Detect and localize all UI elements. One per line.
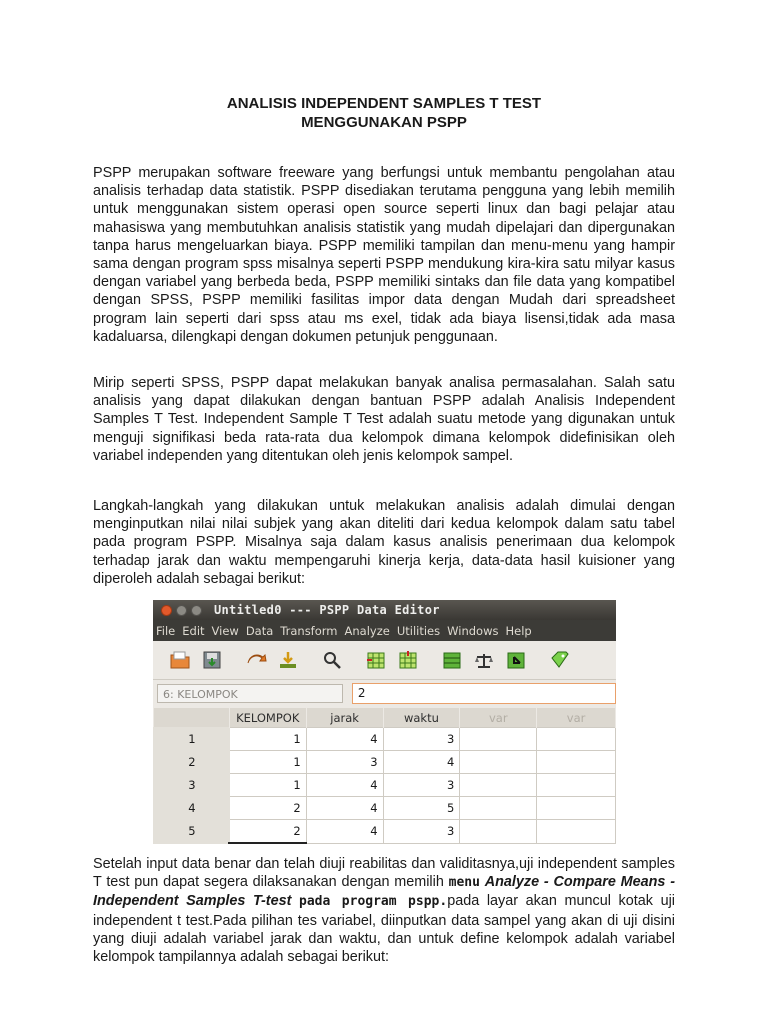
procedure-menu-path: Analyze - Compare Means - Independent Samples T-test bbox=[93, 874, 676, 910]
column-header-waktu[interactable]: waktu bbox=[383, 708, 460, 728]
insert-variable-icon[interactable] bbox=[397, 649, 419, 671]
cell-jarak[interactable]: 3 bbox=[306, 751, 383, 774]
cell-waktu[interactable]: 3 bbox=[383, 728, 460, 751]
menu-analyze[interactable]: Analyze bbox=[344, 623, 390, 638]
row-header[interactable]: 3 bbox=[154, 774, 230, 797]
cell-waktu[interactable]: 4 bbox=[383, 751, 460, 774]
menu-view[interactable]: View bbox=[211, 623, 239, 638]
cell-kelompok[interactable]: 1 bbox=[229, 751, 306, 774]
cell-jarak[interactable] bbox=[306, 843, 383, 844]
cell-value-input[interactable]: 2 bbox=[352, 683, 616, 704]
column-header-var[interactable]: var bbox=[537, 708, 616, 728]
paragraph-steps: Langkah-langkah yang dilakukan untuk melakukan analisis adalah dimulai dengan menginputkan nilai nilai subjek yang akan diteliti dari kedua kelompok dalam satu tabel pada program PSPP. Misalnya saja dalam kasus analisis penerimaan dua kelompok terhadap jarak dan waktu mempengaruhi kinerja kerja, data-data hasil kuisioner yang diperoleh adalah sebagai berikut: bbox=[93, 498, 675, 587]
table-row bbox=[154, 728, 616, 751]
toolbar bbox=[153, 641, 616, 680]
search-icon[interactable] bbox=[321, 649, 343, 671]
cell-jarak[interactable]: 4 bbox=[306, 728, 383, 751]
grid-header-row bbox=[154, 708, 616, 728]
procedure-menu-word: menu bbox=[448, 875, 480, 891]
menu-help[interactable]: Help bbox=[505, 623, 532, 638]
table-row bbox=[154, 820, 616, 844]
split-file-icon[interactable] bbox=[441, 649, 463, 671]
cell-jarak[interactable]: 4 bbox=[306, 820, 383, 844]
cell-empty[interactable] bbox=[460, 797, 537, 820]
paragraph-definition: Mirip seperti SPSS, PSPP dapat melakukan banyak analisa permasalahan. Salah satu analisis yang dapat dilakukan dengan bantuan PSPP adalah Analisis Independent Samples T Test. Independent Sample T Test adalah suatu metode yang digunakan untuk menguji signifikasi beda rata-rata dua kelompok dimana kelompok didefinisikan oleh variabel independen yang ditentukan oleh jenis kelompok sampel. bbox=[93, 375, 675, 464]
menu-file[interactable]: File bbox=[156, 623, 176, 638]
cell-waktu[interactable]: 3 bbox=[383, 774, 460, 797]
procedure-text-start: Setelah input data benar dan telah diuji reabilitas dan validitasnya,uji independent samples T test pun dapat segera dilaksanakan dengan memilih bbox=[93, 856, 675, 891]
column-header-jarak[interactable]: jarak bbox=[306, 708, 383, 728]
insert-case-icon[interactable] bbox=[365, 649, 387, 671]
save-icon[interactable] bbox=[201, 649, 223, 671]
cell-empty[interactable] bbox=[460, 728, 537, 751]
cell-empty[interactable] bbox=[460, 751, 537, 774]
minimize-icon[interactable] bbox=[176, 605, 187, 616]
row-header[interactable]: 4 bbox=[154, 797, 230, 820]
menu-transform[interactable]: Transform bbox=[280, 623, 338, 638]
row-header[interactable]: 1 bbox=[154, 728, 230, 751]
cell-empty[interactable] bbox=[460, 820, 537, 844]
row-header[interactable]: 5 bbox=[154, 820, 230, 844]
cell-kelompok[interactable]: 1 bbox=[229, 728, 306, 751]
cell-empty[interactable] bbox=[537, 843, 616, 844]
document-title bbox=[0, 94, 768, 132]
open-folder-icon[interactable] bbox=[169, 649, 191, 671]
menu-data[interactable]: Data bbox=[245, 623, 274, 638]
title-line-2: MENGGUNAKAN PSPP bbox=[301, 114, 467, 131]
corner-cell[interactable] bbox=[154, 708, 230, 728]
title-line-1: ANALISIS INDEPENDENT SAMPLES T TEST bbox=[226, 95, 542, 112]
procedure-program: pada program pspp. bbox=[299, 894, 448, 910]
table-row bbox=[154, 843, 616, 844]
cell-jarak[interactable]: 4 bbox=[306, 797, 383, 820]
table-row bbox=[154, 774, 616, 797]
window-titlebar bbox=[153, 600, 616, 620]
menu-bar bbox=[153, 620, 616, 641]
menu-utilities[interactable]: Utilities bbox=[396, 623, 441, 638]
cell-waktu[interactable] bbox=[383, 843, 460, 844]
menu-windows[interactable]: Windows bbox=[447, 623, 499, 638]
cell-waktu[interactable]: 5 bbox=[383, 797, 460, 820]
paragraph-intro: PSPP merupakan software freeware yang berfungsi untuk membantu pengolahan atau analisis terhadap data statistik. PSPP disediakan terutama pengguna yang lebih memilih untuk menggunakan sistem operasi open source seperti linux dan bagi pelajar atau mahasiswa yang membutuhkan analisis statistik yang mudah dipelajari dan dipergunakan tanpa harus mengeluarkan biaya. PSPP memiliki tampilan dan menu-menu yang hampir sama dengan program spss misalnya seperti PSPP mendukung kira-kira satu milyar kasus dengan variabel yang berbeda beda, PSPP memiliki sintaks dan file data yang kompatibel dengan SPSS, PSPP memiliki fasilitas impor data dengan Mudah dari spreadsheet program lain seperti dari spss atau ms exel, tidak ada biaya lisensi,tidak ada masa kadaluarsa, dilengkapi dengan dokumen petunjuk penggunaan. bbox=[93, 165, 675, 345]
data-grid bbox=[153, 708, 616, 844]
select-cases-icon[interactable] bbox=[505, 649, 527, 671]
cell-empty[interactable] bbox=[537, 728, 616, 751]
row-header[interactable]: 2 bbox=[154, 751, 230, 774]
cell-jarak[interactable]: 4 bbox=[306, 774, 383, 797]
cell-kelompok[interactable]: 2 bbox=[229, 797, 306, 820]
cell-kelompok[interactable]: 2 bbox=[229, 820, 306, 844]
cell-kelompok-selected[interactable] bbox=[229, 843, 306, 844]
row-header[interactable] bbox=[154, 843, 230, 844]
table-row bbox=[154, 797, 616, 820]
goto-variable-icon[interactable] bbox=[277, 649, 299, 671]
cell-empty[interactable] bbox=[537, 820, 616, 844]
cell-waktu[interactable]: 3 bbox=[383, 820, 460, 844]
close-icon[interactable] bbox=[161, 605, 172, 616]
pspp-window-screenshot bbox=[153, 600, 616, 844]
cell-kelompok[interactable]: 1 bbox=[229, 774, 306, 797]
table-row bbox=[154, 751, 616, 774]
cell-empty[interactable] bbox=[537, 797, 616, 820]
goto-case-icon[interactable] bbox=[245, 649, 267, 671]
weight-cases-icon[interactable] bbox=[473, 649, 495, 671]
cell-empty[interactable] bbox=[460, 774, 537, 797]
reference-bar bbox=[153, 680, 616, 706]
column-header-kelompok[interactable]: KELOMPOK bbox=[229, 708, 306, 728]
maximize-icon[interactable] bbox=[191, 605, 202, 616]
procedure-text-end: pada layar akan muncul kotak uji independent t test.Pada pilihan tes variabel, diinputkan data sampel yang akan di uji disini yang diuji adalah variabel jarak dan waktu, dan untuk define kelompok adalah variabel kelompok tampilannya adalah sebagai berikut: bbox=[93, 893, 675, 966]
cell-reference-field[interactable]: 6: KELOMPOK bbox=[157, 684, 343, 703]
window-title: Untitled0 --- PSPP Data Editor bbox=[214, 603, 440, 617]
cell-empty[interactable] bbox=[537, 751, 616, 774]
paragraph-procedure bbox=[93, 855, 675, 966]
menu-edit[interactable]: Edit bbox=[182, 623, 205, 638]
cell-empty[interactable] bbox=[460, 843, 537, 844]
column-header-var[interactable]: var bbox=[460, 708, 537, 728]
cell-empty[interactable] bbox=[537, 774, 616, 797]
value-labels-icon[interactable] bbox=[549, 649, 571, 671]
